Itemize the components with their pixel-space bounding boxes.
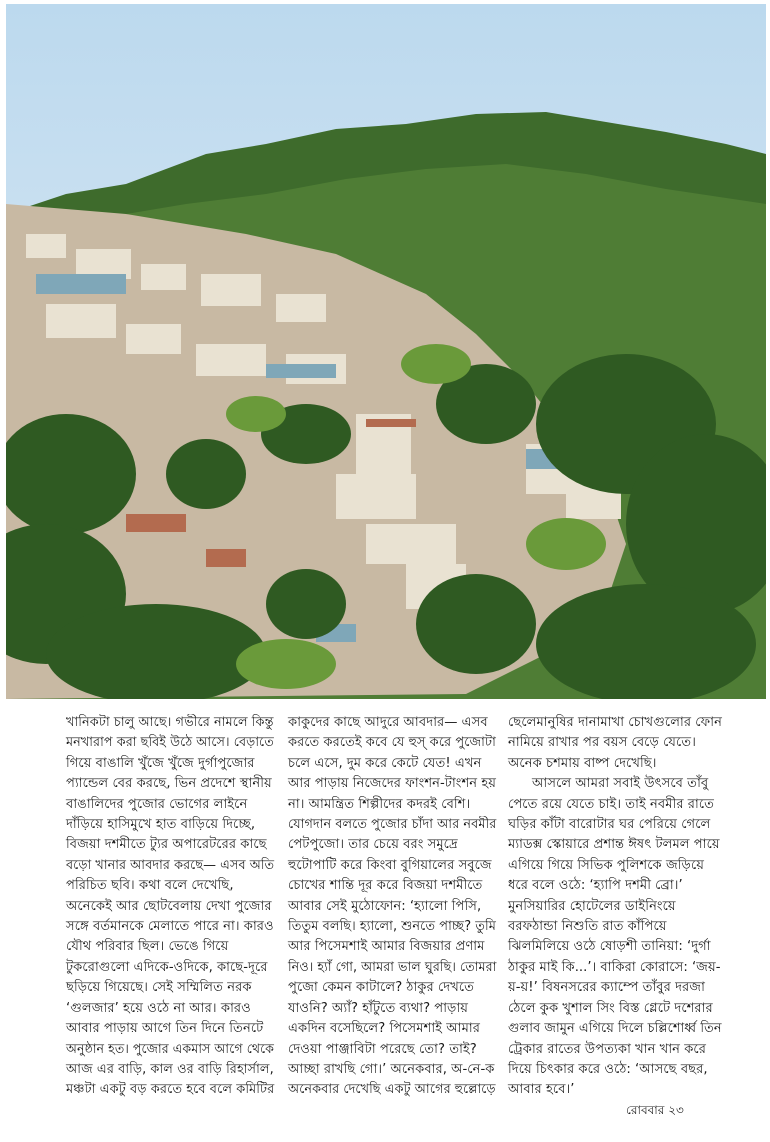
- text-column-3: [508, 713, 722, 1101]
- text-line: না। আমন্ত্রিত শিল্পীদের কদরই বেশি।: [288, 796, 471, 812]
- text-line: ঘড়ির কাঁটা বারোটার ঘর পেরিয়ে গেলে: [508, 817, 711, 833]
- text-line: সঙ্গে বর্তমানকে মেলাতে পারে না। কারও: [66, 919, 274, 935]
- text-line: বরফঠান্ডা নিশুতি রাত কাঁপিয়ে: [508, 919, 667, 935]
- text-line: পেতে রয়ে যেতে চাই। তাই নবমীর রাতে: [508, 796, 715, 812]
- text-line: পুজো কেমন কাটালে? ঠাকুর দেখতে: [288, 980, 475, 996]
- text-line: অনেকবার দেখেছি একটু আগের হুল্লোড়ে: [288, 1082, 496, 1098]
- text-line: ঠাকুর মাই কি...’। বাকিরা কোরাসে: ‘জয়-: [508, 959, 721, 975]
- text-line: নিও। হ্যাঁ গো, আমরা ভাল ঘুরছি। তোমরা: [288, 959, 497, 975]
- text-line: দিয়ে চিৎকার করে ওঠে: ‘আসছে বছর,: [508, 1061, 708, 1077]
- text-line: যাওনি? অ্যাঁ? হাঁটুতে ব্যথা? পাড়ায়: [288, 1000, 469, 1016]
- text-line: ট্রেকার রাতের উপত্যকা খান খান করে: [508, 1041, 706, 1057]
- text-line: ঠেলে কুক খুশাল সিং বিস্ত গ্লেটে দশেরার: [508, 1000, 713, 1016]
- text-line: অনেকেই আর ছোটবেলায় দেখা পুজোর: [66, 898, 272, 914]
- text-line: দেওয়া পাঞ্জাবিটা পরেছে তো? তাই?: [288, 1041, 477, 1057]
- text-line: কাকুদের কাছে আদুরে আবদার— এসব: [288, 715, 488, 730]
- photo-illustration: [6, 4, 766, 699]
- hill-town-photo: [6, 4, 766, 699]
- text-line: ছেলেমানুষির দানামাখা চোখগুলোর ফোন: [508, 715, 722, 730]
- text-line: টুকরোগুলো এদিকে-ওদিকে, কাছে-দূরে: [66, 959, 268, 975]
- article-body: [66, 713, 722, 1098]
- text-line: আবার পাড়ায় আগে তিন দিনে তিনটে: [66, 1021, 264, 1037]
- text-line: ঝিলমিলিয়ে ওঠে ষোড়শী তানিয়া: ‘দুর্গা: [508, 939, 711, 955]
- text-line: যোগদান বলতে পুজোর চাঁদা আর নবমীর: [288, 817, 497, 833]
- text-line: করতে করতেই কবে যে হুস্‌ করে পুজোটা: [288, 735, 496, 751]
- text-line: নামিয়ে রাখার পর বয়স বেড়ে যেতে।: [508, 735, 696, 751]
- text-line: আবার সেই মুঠোফোন: ‘হ্যালো পিসি,: [288, 898, 482, 914]
- text-line: অনেক চশমায় বাষ্প দেখেছি।: [508, 755, 657, 771]
- text-line: আবার হবে।’: [508, 1082, 575, 1098]
- text-column-1: [66, 713, 274, 1101]
- text-line: বড়ো খানার আবদার করছে— এসব অতি: [66, 857, 275, 873]
- text-line: গিয়ে বাঙালি খুঁজে খুঁজে দুর্গাপুজোর: [66, 755, 255, 771]
- text-line: আর পিসেমশাই আমার বিজয়ার প্রণাম: [288, 939, 485, 955]
- text-line: অনুষ্ঠান হত। পুজোর একমাস আগে থেকে: [66, 1041, 275, 1057]
- text-column-2: [288, 713, 496, 1101]
- text-line: বাঙালিদের পুজোর ভোগের লাইনে: [66, 796, 248, 812]
- text-line: আসলে আমরা সবাই উৎসবে তাঁবু: [532, 776, 709, 792]
- text-line: ‘গুলজার’ হয়ে ওঠে না আর। কারও: [66, 1000, 251, 1016]
- text-line: আর পাড়ায় নিজেদের ফাংশন-টাংশন হয়: [288, 776, 497, 792]
- text-line: প্যান্ডেল বের করছে, ভিন প্রদেশে স্থানীয়: [66, 776, 272, 792]
- text-line: গুলাব জামুন এগিয়ে দিলে চল্লিশোর্ধ্ব তিন: [508, 1021, 722, 1037]
- page-footer: রোববার ২৩: [626, 1103, 684, 1117]
- text-line: আজ এর বাড়ি, কাল ওর বাড়ি রিহার্সাল,: [66, 1061, 274, 1077]
- text-line: এগিয়ে গিয়ে সিভিক পুলিশকে জড়িয়ে: [508, 857, 705, 873]
- text-line: মঞ্চটা একটু বড় করতে হবে বলে কমিটির: [66, 1082, 275, 1098]
- text-line: হুটোপাটি করে কিংবা বুগিয়ালের সবুজে: [288, 857, 492, 873]
- text-line: খানিকটা চালু আছে। গভীরে নামলে কিন্তু: [66, 715, 274, 730]
- text-line: ছড়িয়ে গিয়েছে। সেই সম্মিলিত নরক: [66, 980, 252, 996]
- text-line: আচ্ছা রাখছি গো।’ অনেকবার, অ-নে-ক: [288, 1061, 495, 1077]
- text-line: চলে এসে, দুম করে কেটে যেত! এখন: [288, 755, 482, 771]
- text-line: দাঁড়িয়ে হাসিমুখে হাত বাড়িয়ে দিচ্ছে,: [66, 817, 256, 833]
- text-line: বিজয়া দশমীতে ট্যুর অপারেটরের কাছে: [66, 837, 267, 853]
- text-line: পেটপুজো। তার চেয়ে বরং সমুদ্রে: [288, 837, 458, 853]
- text-line: মনখারাপ করা ছবিই উঠে আসে। বেড়াতে: [66, 735, 274, 751]
- text-line: পরিচিত ছবি। কথা বলে দেখেছি,: [66, 878, 234, 894]
- text-line: ধরে বলে ওঠে: ‘হ্যাপি দশমী ব্রো।’: [508, 878, 683, 894]
- text-line: চোখের শান্তি দূর করে বিজয়া দশমীতে: [288, 878, 483, 894]
- text-line: মুনসিয়ারির হোটেলের ডাইনিংয়ে: [508, 898, 676, 914]
- text-line: তিতুম বলছি। হ্যালো, শুনতে পাচ্ছ? তুমি: [288, 919, 496, 935]
- text-line: য়-য়!’ বিষনসরের ক্যাম্পে তাঁবুর দরজা: [508, 980, 705, 996]
- text-line: একদিন বসেছিলে? পিসেমশাই আমার: [288, 1021, 480, 1037]
- text-line: যৌথ পরিবার ছিল। ভেঙে গিয়ে: [66, 939, 229, 955]
- text-line: ম্যাডক্স স্কোয়ারে প্রশান্ত ঈষৎ টলমল পায়ে: [508, 837, 720, 853]
